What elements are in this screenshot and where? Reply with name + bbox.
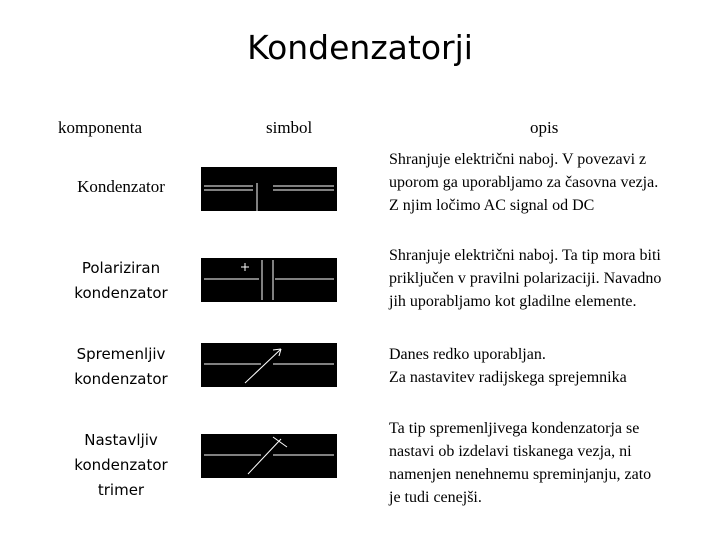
capacitor-symbol — [201, 167, 337, 211]
component-name-line: kondenzator — [74, 284, 168, 302]
description-line: Danes redko uporabljan. — [389, 346, 546, 363]
description-line: Za nastavitev radijskega sprejemnika — [389, 369, 627, 386]
header-symbol: simbol — [266, 118, 313, 137]
description-line: Shranjuje električni naboj. Ta tip mora biti — [389, 247, 661, 264]
description-line: je tudi cenejši. — [389, 489, 482, 506]
variable-capacitor-symbol — [201, 343, 337, 387]
header-component: komponenta — [58, 118, 143, 137]
component-description — [389, 343, 709, 389]
component-name-line: Spremenljiv — [76, 345, 166, 363]
component-name-line: Kondenzator — [77, 177, 165, 196]
component-name — [46, 342, 196, 392]
header-description: opis — [530, 118, 559, 137]
component-name-line: trimer — [97, 481, 145, 499]
component-description — [389, 244, 709, 313]
component-name — [46, 256, 196, 306]
polarized-capacitor-symbol — [201, 258, 337, 302]
description-line: jih uporabljamo kot gladilne elemente. — [389, 293, 637, 310]
component-name-line: Nastavljiv — [84, 431, 158, 449]
component-name — [46, 174, 196, 199]
description-line: uporom ga uporabljamo za časovna vezja. — [389, 174, 659, 191]
description-line: Ta tip spremenljivega kondenzatorja se — [389, 420, 640, 437]
description-line: Z njim ločimo AC signal od DC — [389, 197, 595, 214]
description-line: nastavi ob izdelavi tiskanega vezja, ni — [389, 443, 632, 460]
description-line: priključen v pravilni polarizaciji. Navadno — [389, 270, 662, 287]
component-name-line: kondenzator — [74, 370, 168, 388]
description-line: namenjen nenehnemu spreminjanju, zato — [389, 466, 652, 483]
page-title: Kondenzatorji — [247, 28, 473, 67]
component-description — [389, 148, 709, 217]
component-description — [389, 417, 709, 509]
description-line: Shranjuje električni naboj. V povezavi z — [389, 151, 647, 168]
trimmer-capacitor-symbol — [201, 434, 337, 478]
component-name — [46, 428, 196, 503]
component-name-line: Polariziran — [81, 259, 161, 277]
component-name-line: kondenzator — [74, 456, 168, 474]
